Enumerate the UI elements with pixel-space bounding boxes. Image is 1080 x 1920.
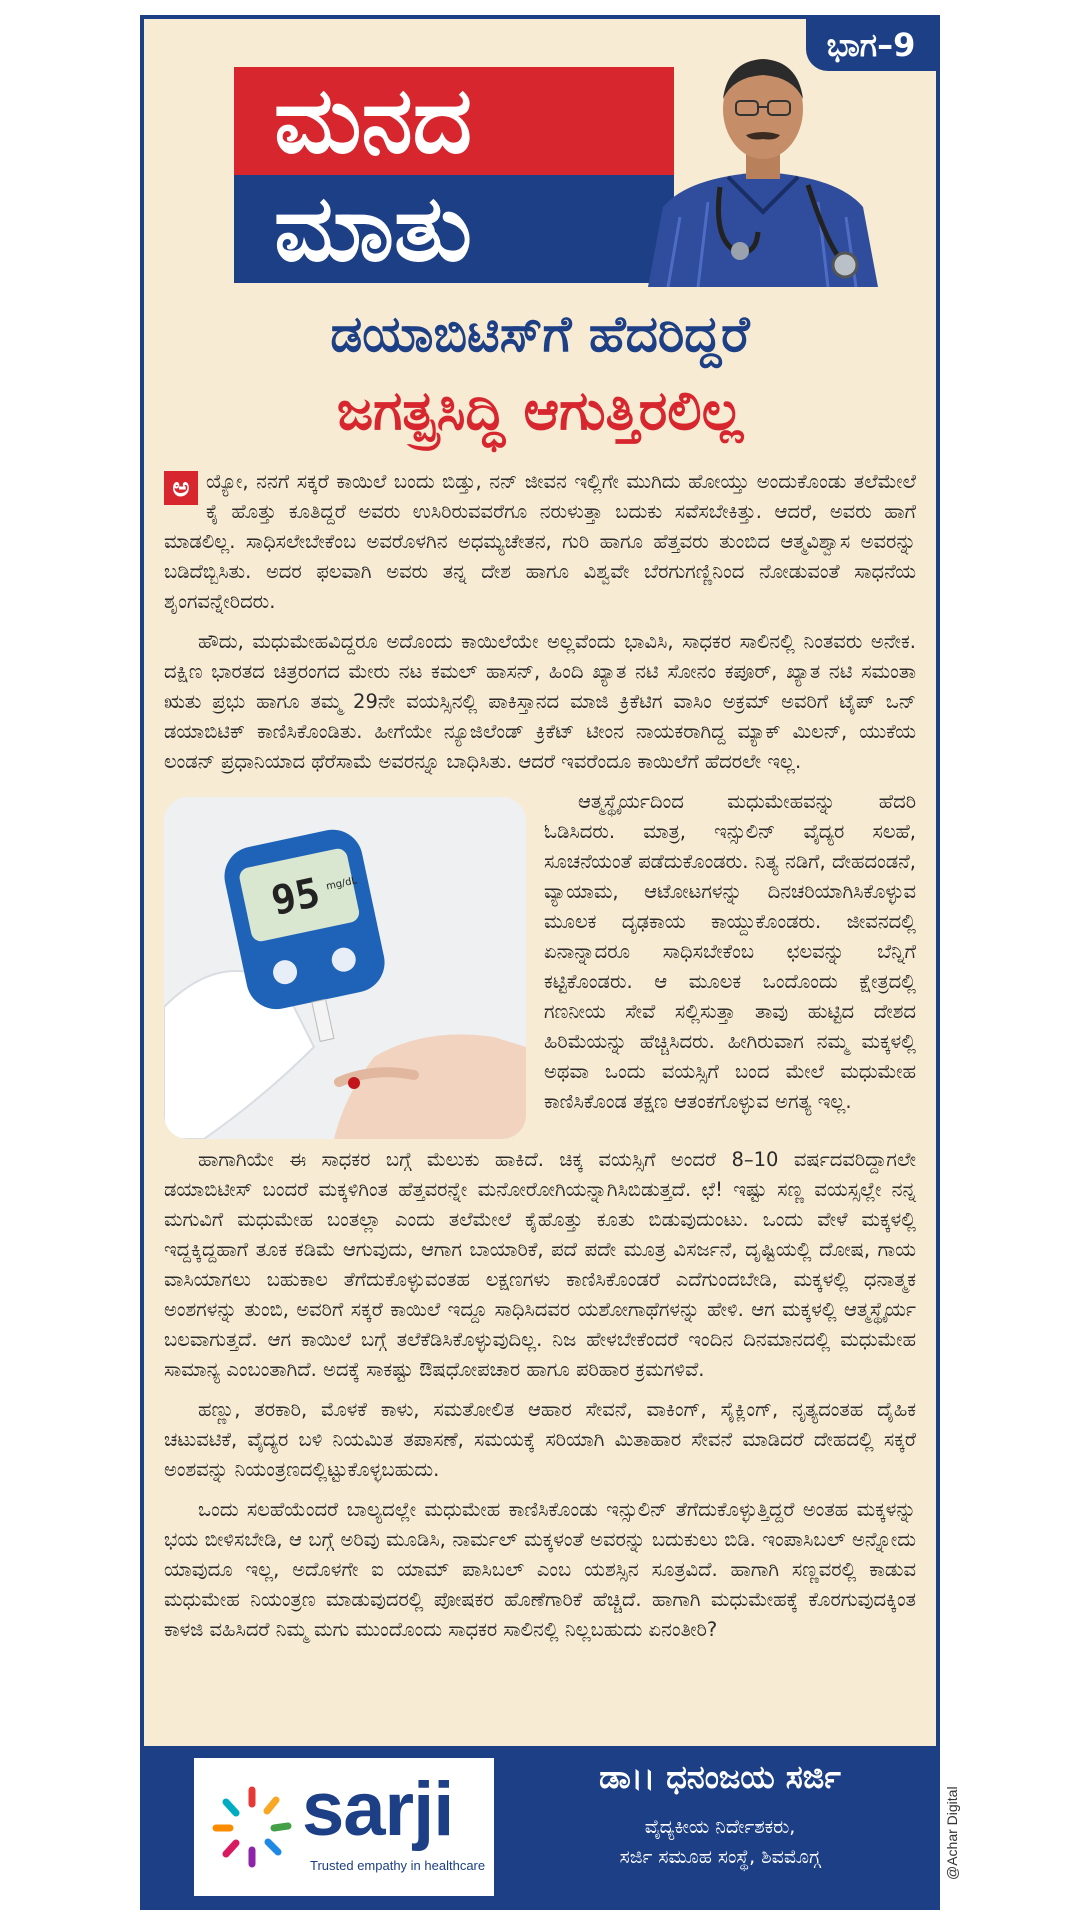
series-title-line1: ಮನದ <box>234 67 674 175</box>
series-title-line2: ಮಾತು <box>234 175 674 283</box>
glucometer-photo <box>164 797 526 1139</box>
paragraph-6: ಒಂದು ಸಲಹೆಯೆಂದರೆ ಬಾಲ್ಯದಲ್ಲೇ ಮಧುಮೇಹ ಕಾಣಿಸಿಕೊಂಡು ಇನ್ಸುಲಿನ್ ತೆಗೆದುಕೊಳ್ಳುತ್ತಿದ್ದರೆ ಅಂತಹ ಮಕ್ಕಳನ್ನು ಭಯ ಬೀಳಿಸಬೇಡಿ, ಆ ಬಗ್ಗೆ ಅರಿವು ಮೂಡಿಸಿ, ನಾರ್ಮಲ್ ಮಕ್ಕಳಂತೆ ಅವರನ್ನು ಬದುಕುಲು ಬಿಡಿ. ಇಂಪಾಸಿಬಲ್ ಅನ್ನೋದು ಯಾವುದೂ ಇಲ್ಲ, ಅದೊಳಗೇ ಐ ಯಾಮ್ ಪಾಸಿಬಲ್ ಎಂಬ ಯಶಸ್ಸಿನ ಸೂತ್ರವಿದೆ. ಹಾಗಾಗಿ ಸಣ್ಣವರಲ್ಲಿ ಕಾಡುವ ಮಧುಮೇಹ ನಿಯಂತ್ರಣ ಮಾಡುವುದರಲ್ಲಿ ಪೋಷಕರ ಹೊಣೆಗಾರಿಕೆ ಹೆಚ್ಚಿದೆ. ಹಾಗಾಗಿ ಮಧುಮೇಹಕ್ಕೆ ಕೊರಗುವುದಕ್ಕಿಂತ ಕಾಳಜಿ ವಹಿಸಿದರೆ ನಿಮ್ಮ ಮಗು ಮುಂದೊಂದು ಸಾಧಕರ ಸಾಲಿನಲ್ಲಿ ನಿಲ್ಲಬಹುದು ಏನಂತೀರಿ? <box>164 1498 916 1641</box>
doctor-role <box>504 1812 936 1872</box>
footer-banner <box>144 1746 936 1906</box>
paragraph-4: ಹಾಗಾಗಿಯೇ ಈ ಸಾಧಕರ ಬಗ್ಗೆ ಮೆಲುಕು ಹಾಕಿದೆ. ಚಿಕ್ಕ ವಯಸ್ಸಿಗೆ ಅಂದರೆ 8–10 ವರ್ಷದವರಿದ್ದಾಗಲೇ ಡಯಾಬಿಟೀಸ್ ಬಂದರೆ ಮಕ್ಕಳಿಗಿಂತ ಹೆತ್ತವರನ್ನೇ ಮನೋರೋಗಿಯನ್ನಾಗಿಸಿಬಿಡುತ್ತದೆ. ಛೆ! ಇಷ್ಟು ಸಣ್ಣ ವಯಸ್ಸಲ್ಲೇ ನನ್ನ ಮಗುವಿಗೆ ಮಧುಮೇಹ ಬಂತಲ್ಲಾ ಎಂದು ತಲೆಮೇಲೆ ಕೈಹೊತ್ತು ಕೂತು ಬಿಡುವುದುಂಟು. ಒಂದು ವೇಳೆ ಮಕ್ಕಳಲ್ಲಿ ಇದ್ದಕ್ಕಿದ್ದಹಾಗೆ ತೂಕ ಕಡಿಮೆ ಆಗುವುದು, ಆಗಾಗ ಬಾಯಾರಿಕೆ, ಪದೆ ಪದೇ ಮೂತ್ರ ವಿಸರ್ಜನೆ, ದೃಷ್ಟಿಯಲ್ಲಿ ದೋಷ, ಗಾಯ ವಾಸಿಯಾಗಲು ಬಹುಕಾಲ ತೆಗೆದುಕೊಳ್ಳುವಂತಹ ಲಕ್ಷಣಗಳು ಕಾಣಿಸಿಕೊಂಡರೆ ಎದೆಗುಂದಬೇಡಿ, ಮಕ್ಕಳಲ್ಲಿ ಧನಾತ್ಮಕ ಅಂಶಗಳನ್ನು ತುಂಬಿ, ಅವರಿಗೆ ಸಕ್ಕರೆ ಕಾಯಿಲೆ ಇದ್ದೂ ಸಾಧಿಸಿದವರ ಯಶೋಗಾಥೆಗಳನ್ನು ಹೇಳಿ. ಆಗ ಮಕ್ಕಳಲ್ಲಿ ಆತ್ಮಸ್ಥೈರ್ಯ ಬಲವಾಗುತ್ತದೆ. ಆಗ ಕಾಯಿಲೆ ಬಗ್ಗೆ ತಲೆಕೆಡಿಸಿಕೊಳ್ಳುವುದಿಲ್ಲ. ನಿಜ ಹೇಳಬೇಕೆಂದರೆ ಇಂದಿನ ದಿನಮಾನದಲ್ಲಿ ಮಧುಮೇಹ ಸಾಮಾನ್ಯ ಎಂಬಂತಾಗಿದೆ. ಅದಕ್ಕೆ ಸಾಕಷ್ಟು ಔಷಧೋಪಚಾರ ಹಾಗೂ ಪರಿಹಾರ ಕ್ರಮಗಳಿವೆ. <box>164 1148 916 1381</box>
doctor-role-line2: ಸರ್ಜಿ ಸಮೂಹ ಸಂಸ್ಥೆ, ಶಿವಮೊಗ್ಗ <box>619 1846 821 1868</box>
paragraph-1-text: ಯ್ಯೋ, ನನಗೆ ಸಕ್ಕರೆ ಕಾಯಿಲೆ ಬಂದು ಬಿಡ್ತು, ನನ್ ಜೀವನ ಇಲ್ಲಿಗೇ ಮುಗಿದು ಹೋಯ್ತು ಅಂದುಕೊಂಡು ತಲೆಮೇಲೆ ಕೈ ಹೊತ್ತು ಕೂತಿದ್ದರೆ ಅವರು ಉಸಿರಿರುವವರೆಗೂ ನರುಳುತ್ತಾ ಬದುಕು ಸವೆಸಬೇಕಿತ್ತು. ಆದರೆ, ಅವರು ಹಾಗೆ ಮಾಡಲಿಲ್ಲ. ಸಾಧಿಸಲೇಬೇಕೆಂಬ ಅವರೊಳಗಿನ ಅಧಮ್ಯಚೇತನ, ಗುರಿ ಹಾಗೂ ಹೆತ್ತವರು ತುಂಬಿದ ಆತ್ಮವಿಶ್ವಾಸ ಅವರನ್ನು ಬಡಿದೆಬ್ಬಿಸಿತು. ಅದರ ಫಲವಾಗಿ ಅವರು ತನ್ನ ದೇಶ ಹಾಗೂ ವಿಶ್ವವೇ ಬೆರಗುಗಣ್ಣಿನಿಂದ ನೋಡುವಂತೆ ಸಾಧನೆಯ ಶೃಂಗವನ್ನೇರಿದರು. <box>164 470 916 613</box>
doctor-role-line1: ವೈದ್ಯಕೀಯ ನಿರ್ದೇಶಕರು, <box>644 1816 796 1838</box>
paragraph-5: ಹಣ್ಣು, ತರಕಾರಿ, ಮೊಳಕೆ ಕಾಳು, ಸಮತೋಲಿತ ಆಹಾರ ಸೇವನೆ, ವಾಕಿಂಗ್, ಸೈಕ್ಲಿಂಗ್, ನೃತ್ಯದಂತಹ ದೈಹಿಕ ಚಟುವಟಿಕೆ, ವೈದ್ಯರ ಬಳಿ ನಿಯಮಿತ ತಪಾಸಣೆ, ಸಮಯಕ್ಕೆ ಸರಿಯಾಗಿ ಮಿತಾಹಾರ ಸೇವನೆ ಮಾಡಿದರೆ ದೇಹದಲ್ಲಿ ಸಕ್ಕರೆ ಅಂಶವನ್ನು ನಿಯಂತ್ರಣದಲ್ಲಿಟ್ಟುಕೊಳ್ಳಬಹುದು. <box>164 1398 916 1481</box>
paragraph-1 <box>164 467 916 617</box>
glucometer-unit: mg/dL <box>325 875 359 893</box>
headline-line1: ಡಯಾಬಿಟಿಸ್‌ಗೆ ಹೆದರಿದ್ದರೆ <box>330 305 750 363</box>
image-credit: @Achar Digital <box>944 1786 960 1880</box>
doctor-name: ಡಾ।। ಧನಂಜಯ ಸರ್ಜಿ <box>599 1758 841 1796</box>
part-badge: ಭಾಗ–9 <box>806 19 936 71</box>
doctor-photo <box>628 37 898 287</box>
glucometer-reading: 95 <box>267 869 325 925</box>
sarji-logo-text: sarji <box>302 1767 454 1852</box>
paragraph-3: ಆತ್ಮಸ್ಥೈರ್ಯದಿಂದ ಮಧುಮೇಹವನ್ನು ಹೆದರಿ ಓಡಿಸಿದರು. ಮಾತ್ರ, ಇನ್ಸುಲಿನ್ ವೈದ್ಯರ ಸಲಹೆ, ಸೂಚನೆಯಂತೆ ಪಡೆದುಕೊಂಡರು. ನಿತ್ಯ ನಡಿಗೆ, ದೇಹದಂಡನೆ, ವ್ಯಾಯಾಮ, ಆಟೋಟಗಳನ್ನು ದಿನಚರಿಯಾಗಿಸಿಕೊಳ್ಳುವ ಮೂಲಕ ದೃಢಕಾಯ ಕಾಯ್ದುಕೊಂಡರು. ಜೀವನದಲ್ಲಿ ಏನಾನ್ನಾದರೂ ಸಾಧಿಸಬೇಕೆಂಬ ಛಲವನ್ನು ಬೆನ್ನಿಗೆ ಕಟ್ಟಿಕೊಂಡರು. ಆ ಮೂಲಕ ಒಂದೊಂದು ಕ್ಷೇತ್ರದಲ್ಲಿ ಗಣನೀಯ ಸೇವೆ ಸಲ್ಲಿಸುತ್ತಾ ತಾವು ಹುಟ್ಟಿದ ದೇಶದ ಹಿರಿಮೆಯನ್ನು ಹೆಚ್ಚಿಸಿದರು. ಹೀಗಿರುವಾಗ ನಮ್ಮ ಮಕ್ಕಳಲ್ಲಿ ಅಥವಾ ಒಂದು ವಯಸ್ಸಿಗೆ ಬಂದ ಮೇಲೆ ಮಧುಮೇಹ ಕಾಣಿಸಿಕೊಂಡ ತಕ್ಷಣ ಆತಂಕಗೊಳ್ಳುವ ಅಗತ್ಯ ಇಲ್ಲ. <box>544 790 916 1113</box>
drop-cap: ಅ <box>164 471 198 505</box>
sarji-tagline: Trusted empathy in healthcare <box>310 1858 486 1873</box>
glucometer-illustration <box>164 797 526 1139</box>
sarji-logo <box>194 1758 494 1896</box>
sarji-logo-mark-icon <box>202 1778 302 1878</box>
headline-line2: ಜಗತ್ಪ್ರಸಿದ್ಧಿ ಆಗುತ್ತಿರಲಿಲ್ಲ <box>336 379 744 442</box>
article-body <box>164 467 916 1655</box>
paragraph-2: ಹೌದು, ಮಧುಮೇಹವಿದ್ದರೂ ಅದೊಂದು ಕಾಯಿಲೆಯೇ ಅಲ್ಲವೆಂದು ಭಾವಿಸಿ, ಸಾಧಕರ ಸಾಲಿನಲ್ಲಿ ನಿಂತವರು ಅನೇಕ. ದಕ್ಷಿಣ ಭಾರತದ ಚಿತ್ರರಂಗದ ಮೇರು ನಟ ಕಮಲ್ ಹಾಸನ್, ಹಿಂದಿ ಖ್ಯಾತ ನಟಿ ಸೋನಂ ಕಪೂರ್, ಖ್ಯಾತ ನಟಿ ಸಮಂತಾ ಋತು ಪ್ರಭು ಹಾಗೂ ತಮ್ಮ 29ನೇ ವಯಸ್ಸಿನಲ್ಲಿ ಪಾಕಿಸ್ತಾನದ ಮಾಜಿ ಕ್ರಿಕೆಟಿಗ ವಾಸಿಂ ಅಕ್ರಮ್ ಅವರಿಗೆ ಟೈಪ್ ಒನ್ ಡಯಾಬಿಟಿಕ್ ಕಾಣಿಸಿಕೊಂಡಿತು. ಹೀಗೆಯೇ ನ್ಯೂಜಿಲೆಂಡ್ ಕ್ರಿಕೆಟ್ ಟೀಂನ ನಾಯಕರಾಗಿದ್ದ ಮ್ಯಾಕ್ ಮಿಲನ್, ಯುಕೆಯ ಲಂಡನ್ ಪ್ರಧಾನಿಯಾದ ಥೆರೆಸಾಮೆ ಅವರನ್ನೂ ಬಾಧಿಸಿತು. ಆದರೆ ಇವರೆಂದೂ ಕಾಯಿಲೆಗೆ ಹೆದರಲೇ ಇಲ್ಲ. <box>164 630 916 773</box>
article-frame <box>140 15 940 1910</box>
